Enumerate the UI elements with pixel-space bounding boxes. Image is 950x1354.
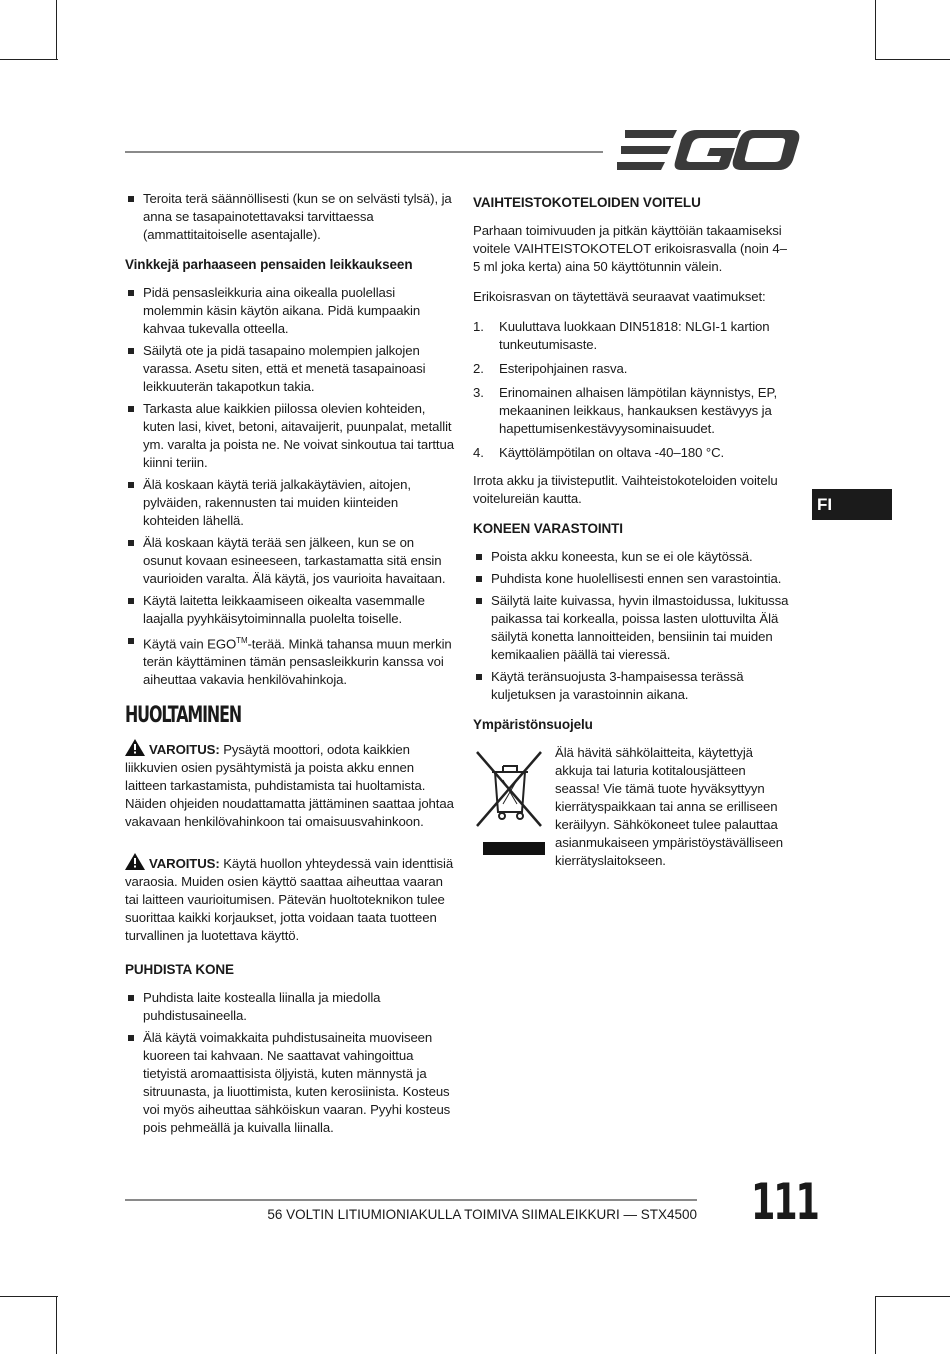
bullet-icon (128, 196, 134, 202)
list-item: Käytä laitetta leikkaamiseen oikealta vasemmalle laajalla pyyhkäisytoiminnalla puolelta toiselle. (125, 592, 455, 628)
tips-heading: Vinkkejä parhaaseen pensaiden leikkaukseen (125, 257, 413, 272)
right-column (473, 190, 793, 870)
environment-heading: Ympäristönsuojelu (473, 717, 593, 732)
footer-title: 56 VOLTIN LITIUMIONIAKULLA TOIMIVA SIIMALEIKKURI — STX4500 (267, 1207, 697, 1222)
bullet-icon (128, 540, 134, 546)
tips-list (125, 284, 455, 689)
crop-mark (56, 0, 57, 60)
list-item: Käytä vain EGO™-terää. Minkä tahansa muun merkin terän käyttäminen tämän pensasleikkurin kanssa voi aiheuttaa vakavia henkilövahinkoja. (125, 632, 455, 689)
list-item: 2. Esteripohjainen rasva. (473, 361, 628, 376)
ego-logo (615, 126, 801, 174)
list-item: Tarkasta alue kaikkien piilossa olevien kohteiden, kuten lasi, kivet, betoni, aitavaijerit, puunpalat, metallit ym. varalta ja poista ne. Ne voivat sinkoutua tai tarttua kiinni teriin. (125, 400, 455, 472)
storage-heading: KONEEN VARASTOINTI (473, 521, 623, 536)
crop-mark (875, 1296, 950, 1297)
list-item: Puhdista laite kostealla liinalla ja miedolla puhdistusaineella. (125, 989, 455, 1025)
bullet-icon (128, 482, 134, 488)
bullet-icon (128, 995, 134, 1001)
crop-mark (56, 1296, 57, 1354)
list-item: Teroita terä säännöllisesti (kun se on selvästi tylsä), ja anna se tasapainotettavaksi tarvittaessa (ammattitaitoiselle asentajalle). (125, 190, 455, 244)
gear-paragraph: Parhaan toimivuuden ja pitkän käyttöiän takaamiseksi voitele VAIHTEISTOKOTELOT erikoisrasvalla (noin 4–5 ml joka kerta) aina 50 käyttötunnin välein. (473, 223, 787, 274)
crop-mark (875, 0, 876, 60)
maintenance-heading: HUOLTAMINEN (125, 703, 242, 729)
list-item: 1. Kuuluttava luokkaan DIN51818: NLGI-1 kartion tunkeutumisaste. (473, 319, 770, 352)
bullet-icon (128, 348, 134, 354)
warning-block: VAROITUS: Pysäytä moottori, odota kaikkien liikkuvien osien pysähtymistä ja poista akku ennen laitteen tarkastamista, puhdistamista tai huoltamista. Näiden ohjeiden noudattamatta jättäminen saattaa johtaa vakavaan henkilövahinkoon tai omaisuusvahinkoon. (125, 739, 455, 831)
gear-paragraph: Erikoisrasvan on täytettävä seuraavat vaatimukset: (473, 289, 766, 304)
storage-list (473, 548, 793, 704)
bullet-icon (476, 576, 482, 582)
left-column (125, 190, 455, 1149)
list-item: Poista akku koneesta, kun se ei ole käytössä. (473, 548, 793, 566)
crop-mark (0, 1296, 58, 1297)
bullet-icon (476, 554, 482, 560)
requirements-list (473, 318, 793, 462)
list-item: 4. Käyttölämpötilan on oltava -40–180 °C. (473, 445, 725, 460)
footer-rule (125, 1199, 697, 1201)
sharpen-list (125, 190, 455, 244)
header-rule (125, 151, 603, 153)
environment-block (473, 744, 793, 870)
warning-block: VAROITUS: Käytä huollon yhteydessä vain identtisiä varaosia. Muiden osien käyttö saattaa aiheuttaa vaaran tai laitteen vaurioitumisen. Pätevän huoltoteknikon tulee suorittaa kaikki korjaukset, jotta voidaan taata tuotteen turvallinen ja luotettava käyttö. (125, 853, 455, 945)
list-item: Säilytä laite kuivassa, hyvin ilmastoidussa, lukitussa paikassa tai korkealla, poissa lasten ulottuvilta Älä säilytä konetta lannoitteiden, bensiinin tai muiden kemikaalien päällä tai vieressä. (473, 592, 793, 664)
page-number: 111 (751, 1173, 818, 1231)
list-item: Pidä pensasleikkuria aina oikealla puolellasi molemmin käsin käytön aikana. Pidä kumpaakin kahvaa tukevalla otteella. (125, 284, 455, 338)
crop-mark (875, 1296, 876, 1354)
crop-mark (0, 59, 58, 60)
environment-text: Älä hävitä sähkölaitteita, käytettyjä akkuja tai laturia kotitalousjätteen seassa! Vie tämä tuote hyväksyttyyn kierrätyspaikkaan tai anna se erilliseen keräilyyn. Sähkökoneet tulee palauttaa asianmukaiseen ympäristöystävälliseen kierrätyslaitokseen. (555, 745, 783, 868)
bullet-icon (128, 1035, 134, 1041)
gear-heading: VAIHTEISTOKOTELOIDEN VOITELU (473, 195, 701, 210)
list-item: 3. Erinomainen alhaisen lämpötilan käynnistys, EP, mekaaninen leikkaus, hankauksen kestävyys ja hapettumisenkestävyysominaisuudet. (473, 385, 778, 436)
clean-list (125, 989, 455, 1137)
bullet-icon (476, 598, 482, 604)
gear-paragraph: Irrota akku ja tiivisteputlit. Vaihteistokoteloiden voitelu voitelureiän kautta. (473, 473, 778, 506)
crossed-out-wheelie-bin-icon (473, 744, 545, 856)
clean-heading: PUHDISTA KONE (125, 962, 234, 978)
bullet-icon (128, 406, 134, 412)
list-item: Puhdista kone huolellisesti ennen sen varastointia. (473, 570, 793, 588)
crop-mark (875, 59, 950, 60)
warning-triangle-icon (125, 853, 145, 870)
list-item: Käytä teränsuojusta 3-hampaisessa terässä kuljetuksen ja varastoinnin aikana. (473, 668, 793, 704)
list-item: Säilytä ote ja pidä tasapaino molempien jalkojen varassa. Asetu siten, että et menetä tasapainoasi leikkuuterän takapotkun takia. (125, 342, 455, 396)
bullet-icon (128, 290, 134, 296)
list-item: Älä käytä voimakkaita puhdistusaineita muoviseen kuoreen tai kahvaan. Ne saattavat vahingoittua tietyistä aromaattisista öljyistä, kuten männystä ja sitruunasta, ja liuottimista, kuten kerosiinista. Kosteus voi myös aiheuttaa sähköiskun vaaran. Pyyhi kosteus pois pehmeällä ja kuivalla liinalla. (125, 1029, 455, 1137)
list-item: Älä koskaan käytä terää sen jälkeen, kun se on osunut kovaan esineeseen, tarkastamatta sitä ensin vaurioiden varalta. Älä käytä, jos vaurioita havaitaan. (125, 534, 455, 588)
bullet-icon (476, 674, 482, 680)
bullet-icon (128, 598, 134, 604)
language-tab: FI (812, 489, 892, 520)
bullet-icon (128, 638, 134, 644)
warning-triangle-icon (125, 739, 145, 756)
list-item: Älä koskaan käytä teriä jalkakäytävien, aitojen, pylväiden, rakennusten tai muiden kiinteiden kohteiden lähellä. (125, 476, 455, 530)
